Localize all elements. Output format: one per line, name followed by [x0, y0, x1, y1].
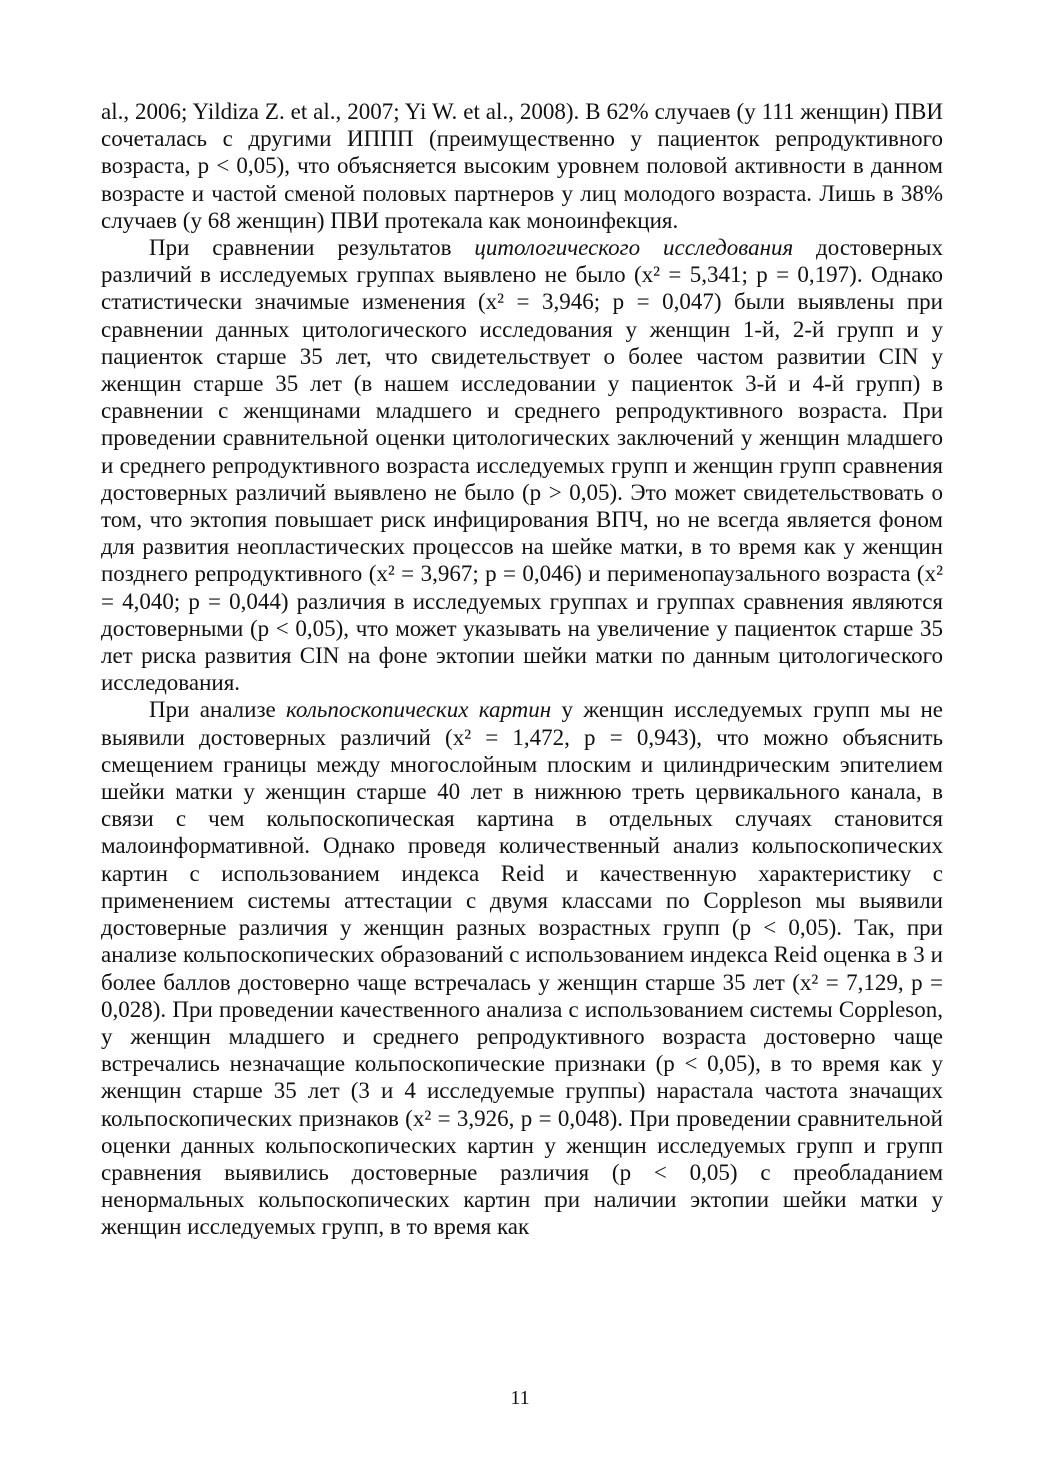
italic-term: кольпоскопических картин — [286, 697, 552, 723]
page-number: 11 — [510, 1387, 530, 1409]
paragraph-text: При анализе — [149, 697, 287, 723]
paragraph-text: у женщин исследуемых групп мы не выявили достоверных различий (x² = 1,472, p = 0,943), что можно объяснить смещением границы между многослойным плоским и цилиндрическим эпителием шейки матки у женщин старше 40 лет в нижнюю треть цервикального канала, в связи с чем кольпоскопическая картина в отдельных случаях становится малоинформативной. Однако проведя количественный анализ кольпоскопических картин с использованием индекса Reid и качественную характеристику с применением системы аттестации с двумя классами по Coppleson мы выявили достоверные различия у женщин разных возрастных групп (p < 0,05). Так, при анализе кольпоскопических образований с использованием индекса Reid оценка в 3 и более баллов достоверно чаще встречалась у женщин старше 35 лет (x² = 7,129, p = 0,028). При проведении качественного анализа с использованием системы Coppleson, у женщин младшего и среднего репродуктивного возраста достоверно чаще встречались незначащие кольпоскопические признаки (p < 0,05), в то время как у женщин старше 35 лет (3 и 4 исследуемые группы) нарастала частота значащих кольпоскопических признаков (x² = 3,926, p = 0,048). При проведении сравнительной оценки данных кольпоскопических картин у женщин исследуемых групп и групп сравнения выявились достоверные различия (p < 0,05) с преобладанием ненормальных кольпоскопических картин при наличии эктопии шейки матки у женщин исследуемых групп, в то время как — [101, 697, 943, 1240]
paragraph-text: При сравнении результатов — [149, 235, 475, 261]
paragraph-text: al., 2006; Yildiza Z. et al., 2007; Yi W. et al., 2008). В 62% случаев (у 111 женщин) ПВИ сочеталась с другими ИППП (преимущественно у пациенток репродуктивного возраста, p < 0,05), что объясняется высоким уровнем половой активности в данном возрасте и частой сменой половых партнеров у лиц молодого возраста. Лишь в 38% случаев (у 68 женщин) ПВИ протекала как моноинфекция. — [101, 99, 943, 233]
italic-term: цитологического исследования — [474, 235, 794, 261]
paragraph-colposcopy — [101, 696, 943, 1240]
paragraph-text: достоверных различий в исследуемых группах выявлено не было (x² = 5,341; p = 0,197). Однако статистически значимые изменения (x² = 3,946; p = 0,047) были выявлены при сравнении данных цитологического исследования у женщин 1-й, 2-й групп и у пациенток старше 35 лет, что свидетельствует о более частом развитии CIN у женщин старше 35 лет (в нашем исследовании у пациенток 3-й и 4-й групп) в сравнении с женщинами младшего и среднего репродуктивного возраста. При проведении сравнительной оценки цитологических заключений у женщин младшего и среднего репродуктивного возраста исследуемых групп и женщин групп сравнения достоверных различий выявлено не было (p > 0,05). Это может свидетельствовать о том, что эктопия повышает риск инфицирования ВПЧ, но не всегда является фоном для развития неопластических процессов на шейке матки, в то время как у женщин позднего репродуктивного (x² = 3,967; p = 0,046) и перименопаузального возраста (x² = 4,040; p = 0,044) различия в исследуемых группах и группах сравнения являются достоверными (p < 0,05), что может указывать на увеличение у пациенток старше 35 лет риска развития CIN на фоне эктопии шейки матки по данным цитологического исследования. — [101, 235, 943, 696]
paragraph-continuation — [101, 98, 943, 234]
paragraph-cytology — [101, 234, 943, 696]
document-page — [101, 98, 943, 1241]
